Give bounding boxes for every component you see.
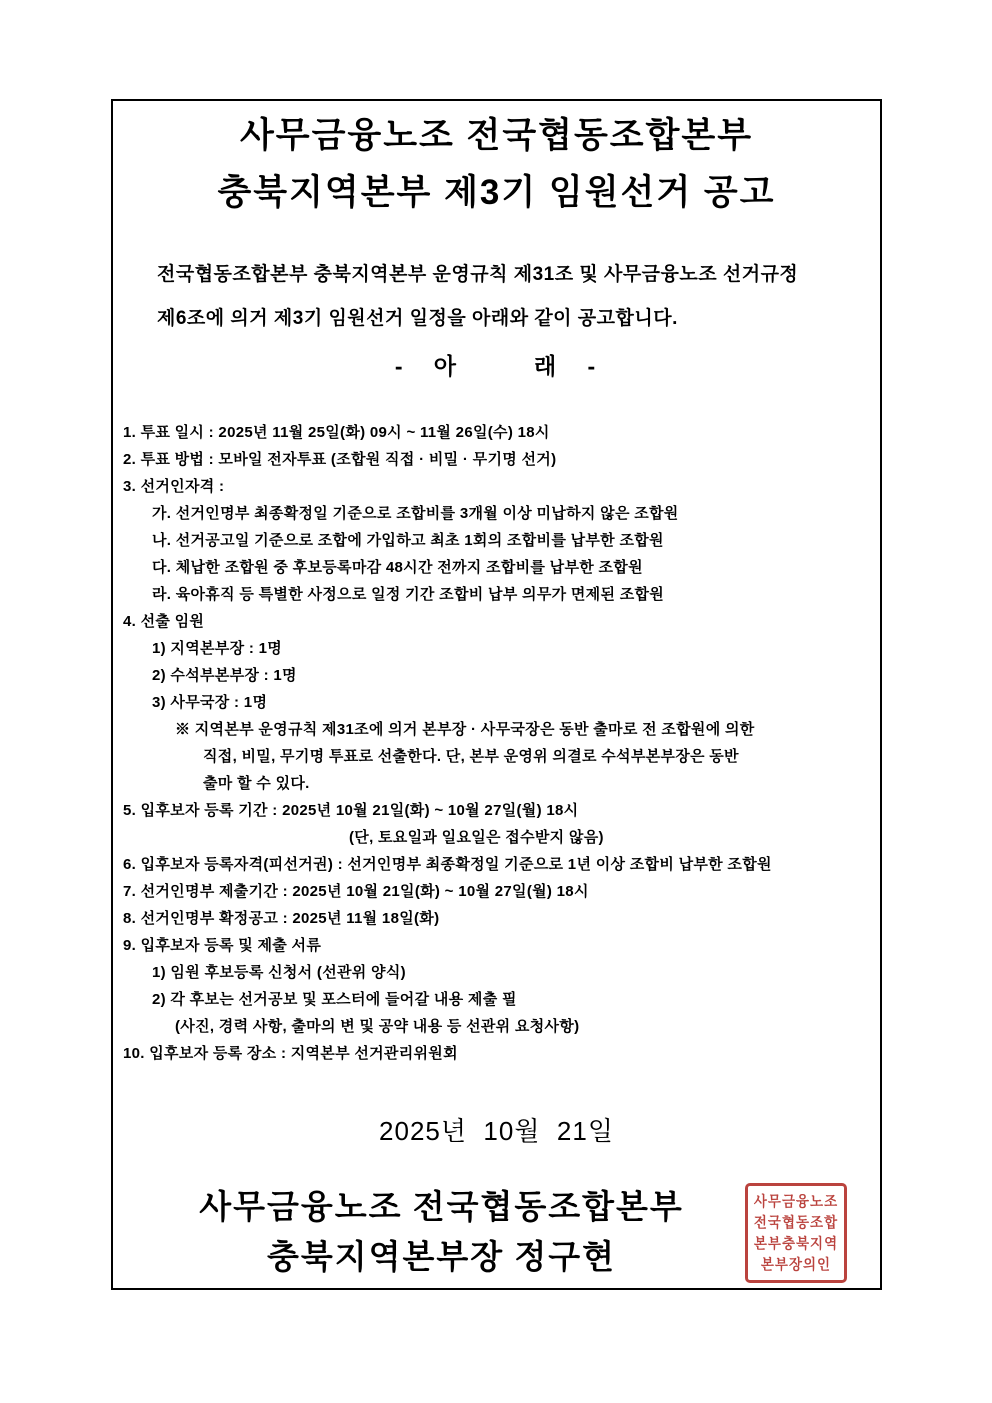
body-line: 9. 입후보자 등록 및 제출 서류 <box>123 937 322 954</box>
announcement-date: 2025년 10월 21일 <box>379 1116 614 1146</box>
body-line: 7. 선거인명부 제출기간 : 2025년 10월 21일(화) ~ 10월 27일(월) 18시 <box>123 883 589 900</box>
body-list <box>113 419 880 1067</box>
signature-name: 충북지역본부장 정구현 <box>266 1240 617 1276</box>
official-red-seal <box>745 1183 847 1283</box>
body-line: 5. 입후보자 등록 기간 : 2025년 10월 21일(화) ~ 10월 27일(월) 18시 <box>123 802 579 819</box>
body-line: 10. 입후보자 등록 장소 : 지역본부 선거관리위원회 <box>123 1045 458 1062</box>
body-line: 1) 임원 후보등록 신청서 (선관위 양식) <box>152 964 406 981</box>
body-line: 출마 할 수 있다. <box>203 775 310 792</box>
body-line: 1) 지역본부장 : 1명 <box>152 640 283 657</box>
seal-text-row: 전국협동조합 <box>753 1214 839 1231</box>
title-line-2: 충북지역본부 제3기 임원선거 공고 <box>217 173 776 212</box>
body-line: 8. 선거인명부 확정공고 : 2025년 11월 18일(화) <box>123 910 440 927</box>
body-line: 가. 선거인명부 최종확정일 기준으로 조합비를 3개월 이상 미납하지 않은 조합원 <box>152 505 679 522</box>
body-line: 3. 선거인자격 : <box>123 478 225 495</box>
body-line: 2) 각 후보는 선거공보 및 포스터에 들어갈 내용 제출 필 <box>152 991 517 1008</box>
signature-org: 사무금융노조 전국협동조합본부 <box>199 1190 684 1226</box>
body-line: 4. 선출 임원 <box>123 613 205 630</box>
signature-block <box>113 1183 770 1283</box>
body-line: 2. 투표 방법 : 모바일 전자투표 (조합원 직접 · 비밀 · 무기명 선거) <box>123 451 557 468</box>
title-line-1: 사무금융노조 전국협동조합본부 <box>239 116 754 155</box>
body-line: 나. 선거공고일 기준으로 조합에 가입하고 최초 1회의 조합비를 납부한 조합원 <box>152 532 664 549</box>
section-divider-arae: - 아 래 - <box>394 353 599 379</box>
body-line: 6. 입후보자 등록자격(피선거권) : 선거인명부 최종확정일 기준으로 1년 이상 조합비 납부한 조합원 <box>123 856 772 873</box>
body-line: 2) 수석부본부장 : 1명 <box>152 667 297 684</box>
intro-paragraph <box>157 253 850 341</box>
title-block <box>113 107 880 221</box>
body-line: (단, 토요일과 일요일은 접수받지 않음) <box>349 829 604 846</box>
body-line: 3) 사무국장 : 1명 <box>152 694 268 711</box>
seal-text-row: 사무금융노조 <box>753 1193 839 1210</box>
body-line: 1. 투표 일시 : 2025년 11월 25일(화) 09시 ~ 11월 26일(수) 18시 <box>123 424 550 441</box>
body-line: ※ 지역본부 운영규칙 제31조에 의거 본부장 · 사무국장은 동반 출마로 전 조합원에 의한 <box>175 721 755 738</box>
body-line: 직접, 비밀, 무기명 투표로 선출한다. 단, 본부 운영위 의결로 수석부본부장은 동반 <box>203 748 739 765</box>
intro-line-1: 전국협동조합본부 충북지역본부 운영규칙 제31조 및 사무금융노조 선거규정 <box>157 264 799 285</box>
body-line: (사진, 경력 사항, 출마의 변 및 공약 내용 등 선관위 요청사항) <box>175 1018 580 1035</box>
seal-text-row: 본부장의인 <box>760 1256 832 1273</box>
document-border-frame <box>111 99 882 1290</box>
body-line: 다. 체납한 조합원 중 후보등록마감 48시간 전까지 조합비를 납부한 조합원 <box>152 559 643 576</box>
seal-text-row: 본부충북지역 <box>753 1235 839 1252</box>
intro-line-2: 제6조에 의거 제3기 임원선거 일정을 아래와 같이 공고합니다. <box>157 308 678 329</box>
body-line: 라. 육아휴직 등 특별한 사정으로 일정 기간 조합비 납부 의무가 면제된 조합원 <box>152 586 665 603</box>
